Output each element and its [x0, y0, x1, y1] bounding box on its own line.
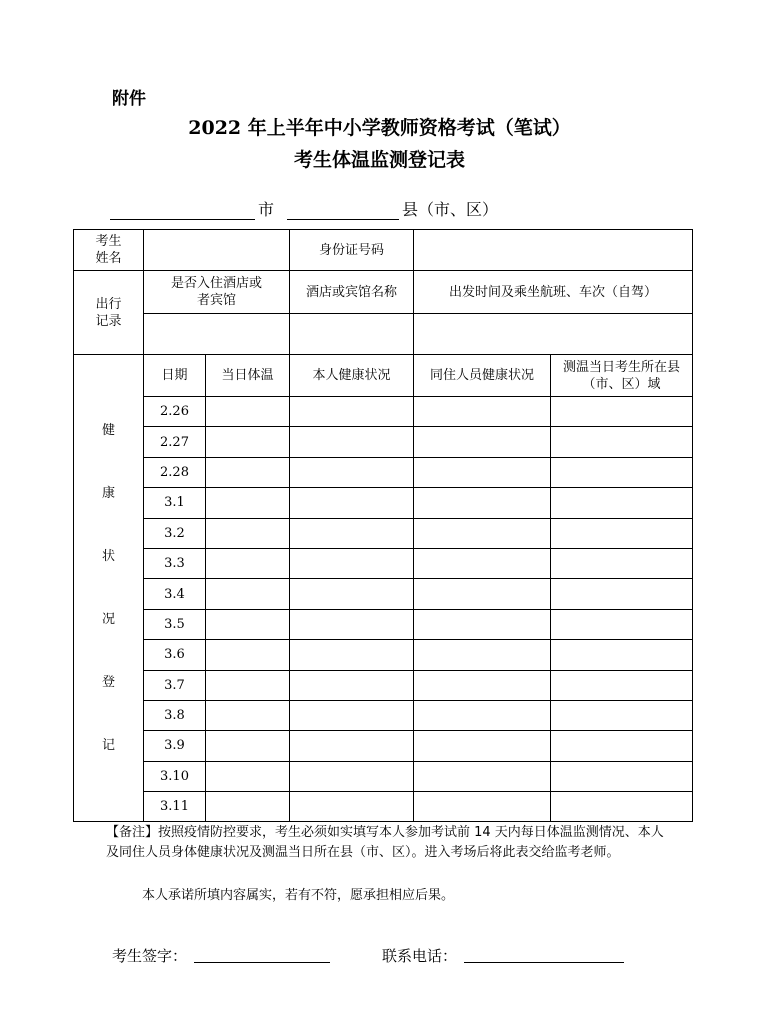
temperature-input-cell[interactable] — [206, 700, 290, 730]
cohabitant-health-input-cell[interactable] — [414, 609, 551, 639]
name-row — [74, 230, 693, 271]
date-cell: 3.3 — [144, 548, 206, 578]
phone-label: 联系电话： — [382, 947, 458, 965]
self-health-input-cell[interactable] — [290, 518, 414, 548]
self-health-header: 本人健康状况 — [312, 368, 391, 383]
table-row — [74, 761, 693, 791]
table-row — [74, 640, 693, 670]
cohabitant-health-input-cell[interactable] — [414, 579, 551, 609]
health-section-char: 状 — [101, 549, 115, 565]
hotel-name-label: 酒店或宾馆名称 — [305, 284, 397, 300]
table-row — [74, 609, 693, 639]
travel-input-row — [74, 314, 693, 355]
cohabitant-health-input-cell[interactable] — [414, 700, 551, 730]
temperature-input-cell[interactable] — [206, 397, 290, 427]
health-section-char: 况 — [101, 612, 115, 628]
departure-label-cell — [414, 271, 693, 314]
phone-blank[interactable] — [464, 962, 624, 963]
self-health-header-cell — [290, 355, 414, 397]
cohabitant-health-header: 同住人员健康状况 — [429, 368, 534, 383]
health-section-label — [74, 408, 143, 768]
location-input-cell[interactable] — [551, 548, 693, 578]
location-input-cell[interactable] — [551, 427, 693, 457]
date-cell: 3.8 — [144, 700, 206, 730]
cohabitant-health-input-cell[interactable] — [414, 670, 551, 700]
self-health-input-cell[interactable] — [290, 397, 414, 427]
date-cell: 3.5 — [144, 609, 206, 639]
temperature-input-cell[interactable] — [206, 640, 290, 670]
cohabitant-health-input-cell[interactable] — [414, 397, 551, 427]
id-label-cell — [290, 230, 414, 271]
self-health-input-cell[interactable] — [290, 792, 414, 822]
location-header-cell — [551, 355, 693, 397]
self-health-input-cell[interactable] — [290, 548, 414, 578]
location-line — [0, 197, 759, 223]
temperature-header: 当日体温 — [221, 368, 274, 383]
table-row — [74, 731, 693, 761]
temperature-input-cell[interactable] — [206, 731, 290, 761]
travel-label: 出行记录 — [95, 296, 122, 329]
name-input-cell[interactable] — [144, 230, 290, 271]
self-health-input-cell[interactable] — [290, 731, 414, 761]
location-input-cell[interactable] — [551, 609, 693, 639]
self-health-input-cell[interactable] — [290, 488, 414, 518]
self-health-input-cell[interactable] — [290, 670, 414, 700]
temperature-input-cell[interactable] — [206, 457, 290, 487]
date-cell: 2.26 — [144, 397, 206, 427]
health-header-row — [74, 355, 693, 397]
cohabitant-health-input-cell[interactable] — [414, 640, 551, 670]
temperature-header-cell — [206, 355, 290, 397]
table-row — [74, 792, 693, 822]
temperature-input-cell[interactable] — [206, 792, 290, 822]
cohabitant-health-header-cell — [414, 355, 551, 397]
date-cell: 3.9 — [144, 731, 206, 761]
departure-label: 出发时间及乘坐航班、车次（自驾） — [448, 284, 657, 300]
hotel-name-input-cell[interactable] — [290, 314, 414, 355]
temperature-input-cell[interactable] — [206, 670, 290, 700]
cohabitant-health-input-cell[interactable] — [414, 761, 551, 791]
health-section-char: 记 — [101, 738, 115, 754]
cohabitant-health-input-cell[interactable] — [414, 457, 551, 487]
health-section-char: 健 — [101, 423, 115, 439]
self-health-input-cell[interactable] — [290, 640, 414, 670]
location-input-cell[interactable] — [551, 488, 693, 518]
location-input-cell[interactable] — [551, 761, 693, 791]
temperature-input-cell[interactable] — [206, 427, 290, 457]
location-input-cell[interactable] — [551, 397, 693, 427]
table-row — [74, 397, 693, 427]
hotel-stay-label-cell — [144, 271, 290, 314]
self-health-input-cell[interactable] — [290, 761, 414, 791]
location-input-cell[interactable] — [551, 457, 693, 487]
cohabitant-health-input-cell[interactable] — [414, 792, 551, 822]
id-input-cell[interactable] — [414, 230, 693, 271]
hotel-stay-input-cell[interactable] — [144, 314, 290, 355]
table-row — [74, 427, 693, 457]
self-health-input-cell[interactable] — [290, 457, 414, 487]
temperature-input-cell[interactable] — [206, 488, 290, 518]
location-input-cell[interactable] — [551, 731, 693, 761]
city-blank[interactable] — [110, 219, 255, 220]
cohabitant-health-input-cell[interactable] — [414, 427, 551, 457]
date-cell: 2.27 — [144, 427, 206, 457]
attachment-label: 附件 — [112, 89, 146, 109]
date-cell: 3.6 — [144, 640, 206, 670]
city-suffix: 市 — [258, 200, 275, 219]
date-cell: 3.1 — [144, 488, 206, 518]
travel-label-cell — [74, 271, 144, 355]
self-health-input-cell[interactable] — [290, 700, 414, 730]
name-label-cell — [74, 230, 144, 271]
self-health-input-cell[interactable] — [290, 579, 414, 609]
date-cell: 2.28 — [144, 457, 206, 487]
temperature-input-cell[interactable] — [206, 761, 290, 791]
hotel-stay-label: 是否入住酒店或者宾馆 — [170, 276, 262, 308]
id-label: 身份证号码 — [318, 242, 384, 258]
location-input-cell[interactable] — [551, 640, 693, 670]
cohabitant-health-input-cell[interactable] — [414, 518, 551, 548]
location-input-cell[interactable] — [551, 700, 693, 730]
table-row — [74, 579, 693, 609]
name-label: 考生姓名 — [95, 234, 122, 266]
form-subtitle: 考生体温监测登记表 — [293, 149, 465, 171]
sign-label: 考生签字： — [112, 947, 188, 965]
location-input-cell[interactable] — [551, 670, 693, 700]
sign-blank[interactable] — [194, 962, 330, 963]
table-row — [74, 488, 693, 518]
promise-text: 本人承诺所填内容属实，若有不符，愿承担相应后果。 — [142, 888, 455, 903]
county-suffix: 县（市、区） — [402, 200, 499, 219]
table-row — [74, 548, 693, 578]
departure-input-cell[interactable] — [414, 314, 693, 355]
health-section-char: 康 — [101, 486, 115, 502]
remark-note — [106, 823, 666, 863]
table-row — [74, 670, 693, 700]
date-header: 日期 — [161, 368, 188, 383]
date-cell: 3.7 — [144, 670, 206, 700]
location-input-cell[interactable] — [551, 579, 693, 609]
temperature-input-cell[interactable] — [206, 548, 290, 578]
temperature-form-table — [73, 229, 693, 822]
cohabitant-health-input-cell[interactable] — [414, 488, 551, 518]
cohabitant-health-input-cell[interactable] — [414, 731, 551, 761]
table-row — [74, 518, 693, 548]
temperature-input-cell[interactable] — [206, 609, 290, 639]
location-input-cell[interactable] — [551, 518, 693, 548]
county-blank[interactable] — [287, 219, 399, 220]
table-row — [74, 457, 693, 487]
hotel-name-label-cell — [290, 271, 414, 314]
location-header: 测温当日考生所在县（市、区）域 — [562, 359, 680, 392]
cohabitant-health-input-cell[interactable] — [414, 548, 551, 578]
form-title: 2022 年上半年中小学教师资格考试（笔试） — [188, 117, 571, 139]
health-section-label-cell — [74, 355, 144, 822]
date-cell: 3.10 — [144, 761, 206, 791]
date-cell: 3.4 — [144, 579, 206, 609]
remark-text: 【备注】按照疫情防控要求，考生必须如实填写本人参加考试前 14 天内每日体温监测情况、本人及同住人员身体健康状况及测温当日所在县（市、区）。进入考场后将此表交给监考老师。 — [106, 825, 664, 860]
date-cell: 3.11 — [144, 792, 206, 822]
self-health-input-cell[interactable] — [290, 427, 414, 457]
date-cell: 3.2 — [144, 518, 206, 548]
travel-header-row — [74, 271, 693, 314]
table-row — [74, 700, 693, 730]
date-header-cell — [144, 355, 206, 397]
self-health-input-cell[interactable] — [290, 609, 414, 639]
temperature-input-cell[interactable] — [206, 518, 290, 548]
temperature-input-cell[interactable] — [206, 579, 290, 609]
health-section-char: 登 — [101, 675, 115, 691]
location-input-cell[interactable] — [551, 792, 693, 822]
